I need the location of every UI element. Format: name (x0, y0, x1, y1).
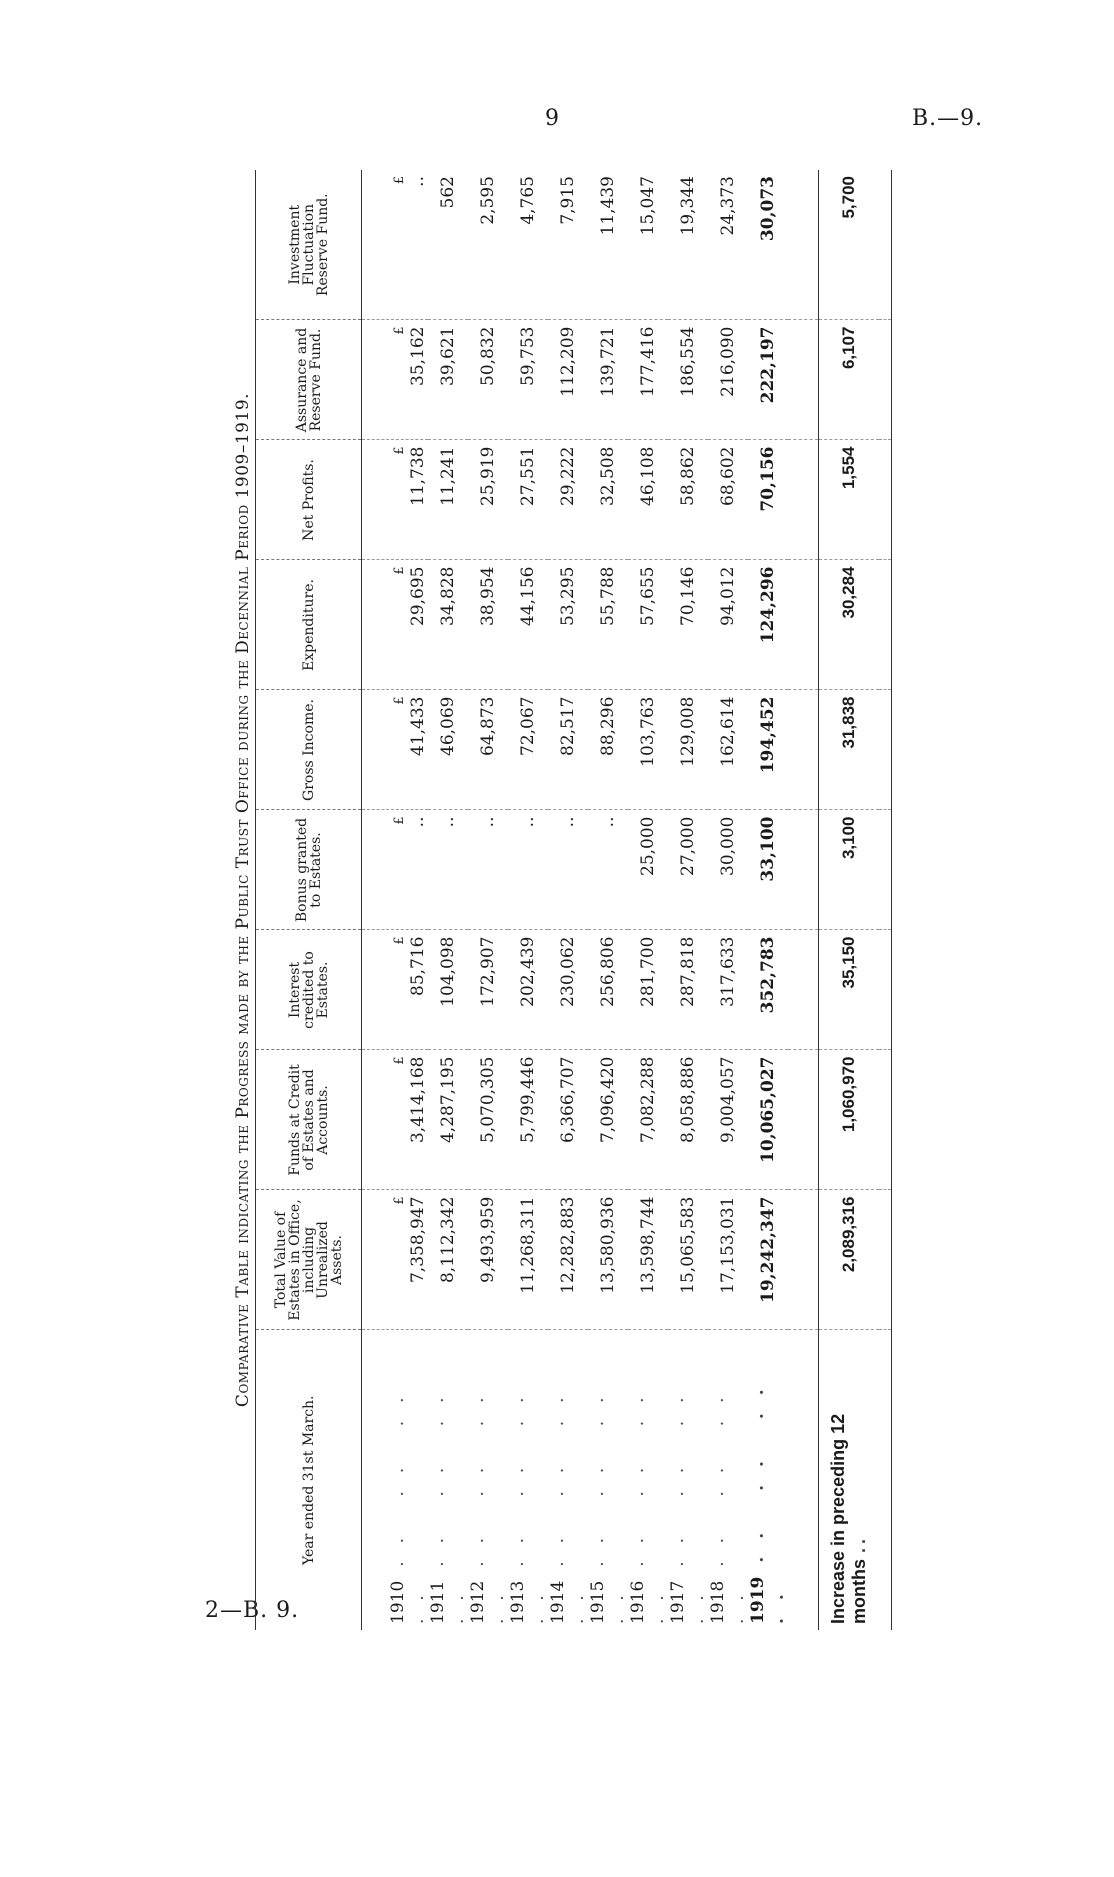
cell-value: 34,828 (438, 566, 458, 626)
cell-net (668, 440, 708, 560)
cell-funds (468, 1050, 508, 1190)
cell-total-value (428, 1190, 468, 1330)
year-value: 1914 (548, 1580, 568, 1624)
year-value: 1916 (628, 1580, 648, 1624)
cell-interest (708, 930, 748, 1050)
cell-bonus (362, 810, 429, 930)
cell-gross (362, 690, 429, 810)
cell-assurance (508, 320, 548, 440)
cell-value: 25,919 (478, 446, 498, 506)
cell-value: 11,241 (438, 446, 458, 506)
cell-expenditure (748, 560, 788, 690)
cell-value: 64,873 (478, 696, 498, 756)
cell-value: .. (598, 816, 618, 828)
table-row (508, 170, 548, 1630)
cell-value: 222,197 (758, 326, 778, 404)
cell-value: 139,721 (598, 326, 618, 397)
header-assurance: Assurance and Reserve Fund. (256, 320, 362, 440)
year-cell (708, 1330, 748, 1630)
cell-value: 25,000 (638, 816, 658, 876)
cell-value: 94,012 (718, 566, 738, 626)
cell-value: 44,156 (518, 566, 538, 626)
increase-total-value: 2,089,316 (819, 1190, 880, 1330)
cell-assurance (428, 320, 468, 440)
cell-total-value (708, 1190, 748, 1330)
table-divider (788, 170, 819, 1630)
cell-value: 7,915 (558, 176, 578, 225)
cell-investment (468, 170, 508, 320)
table-row (668, 170, 708, 1630)
cell-value: 129,008 (678, 696, 698, 767)
header-interest: Interest credited to Estates. (256, 930, 362, 1050)
table-row (748, 170, 788, 1630)
cell-value: 202,439 (518, 936, 538, 1007)
header-gross: Gross Income. (256, 690, 362, 810)
cell-value: 38,954 (478, 566, 498, 626)
cell-value: 68,602 (718, 446, 738, 506)
increase-funds: 1,060,970 (819, 1050, 880, 1190)
cell-interest (628, 930, 668, 1050)
cell-value: 103,763 (638, 696, 658, 767)
table-row (588, 170, 628, 1630)
pound-symbol: £ (392, 936, 407, 945)
cell-gross (548, 690, 588, 810)
cell-expenditure (508, 560, 548, 690)
pound-symbol: £ (392, 326, 407, 335)
cell-value: 2,595 (478, 176, 498, 225)
cell-value: 194,452 (758, 696, 778, 774)
cell-value: .. (518, 816, 538, 828)
cell-total-value (548, 1190, 588, 1330)
cell-value: 8,112,342 (438, 1196, 458, 1284)
pound-symbol: £ (392, 446, 407, 455)
cell-value: 11,268,311 (518, 1196, 538, 1294)
cell-bonus (588, 810, 628, 930)
header-expenditure: Expenditure. (256, 560, 362, 690)
year-value: 1915 (588, 1580, 608, 1624)
increase-expenditure: 30,284 (819, 560, 880, 690)
cell-total-value (628, 1190, 668, 1330)
cell-expenditure (428, 560, 468, 690)
cell-value: 24,373 (718, 176, 738, 236)
cell-value: 3,414,168 (408, 1056, 428, 1144)
cell-value: 85,716 (408, 936, 428, 996)
leader-dots: .. .. .. .. (508, 1379, 548, 1624)
cell-value: .. (478, 816, 498, 828)
cell-value: .. (408, 816, 428, 828)
cell-net (508, 440, 548, 560)
year-value: 1912 (468, 1580, 488, 1624)
cell-value: 5,799,446 (518, 1056, 538, 1144)
cell-value: 46,069 (438, 696, 458, 756)
year-cell (748, 1330, 788, 1630)
year-cell (428, 1330, 468, 1630)
cell-value: 53,295 (558, 566, 578, 626)
cell-value: 4,765 (518, 176, 538, 225)
cell-value: 12,282,883 (558, 1196, 578, 1294)
cell-bonus (668, 810, 708, 930)
table-row (468, 170, 508, 1630)
cell-value: 256,806 (598, 936, 618, 1007)
cell-net (428, 440, 468, 560)
year-value: 1911 (428, 1580, 448, 1624)
cell-value: 6,366,707 (558, 1056, 578, 1144)
cell-value: 70,146 (678, 566, 698, 626)
cell-value: 11,738 (408, 446, 428, 506)
cell-value: 216,090 (718, 326, 738, 397)
cell-gross (468, 690, 508, 810)
pound-symbol: £ (392, 696, 407, 705)
year-cell (628, 1330, 668, 1630)
table-row (548, 170, 588, 1630)
cell-value: 72,067 (518, 696, 538, 756)
cell-value: 104,098 (438, 936, 458, 1007)
header-bonus: Bonus granted to Estates. (256, 810, 362, 930)
year-cell (548, 1330, 588, 1630)
cell-interest (362, 930, 429, 1050)
pound-symbol: £ (392, 176, 407, 185)
cell-interest (548, 930, 588, 1050)
increase-interest: 35,150 (819, 930, 880, 1050)
leader-dots: .. .. .. .. (388, 1379, 428, 1624)
cell-assurance (708, 320, 748, 440)
progress-table (255, 170, 892, 1630)
leader-dots: .. .. .. .. (628, 1379, 668, 1624)
year-value: 1913 (508, 1580, 528, 1624)
cell-value: 162,614 (718, 696, 738, 767)
cell-gross (508, 690, 548, 810)
cell-value: 33,100 (758, 816, 778, 882)
cell-value: 29,695 (408, 566, 428, 626)
year-value: 1919 (748, 1576, 768, 1624)
cell-assurance (668, 320, 708, 440)
cell-funds (428, 1050, 468, 1190)
cell-value: 15,065,583 (678, 1196, 698, 1294)
cell-funds (508, 1050, 548, 1190)
cell-gross (668, 690, 708, 810)
year-cell (588, 1330, 628, 1630)
cell-value: 30,073 (758, 176, 778, 242)
cell-value: 27,000 (678, 816, 698, 876)
cell-value: 13,580,936 (598, 1196, 618, 1294)
cell-investment (428, 170, 468, 320)
cell-net (588, 440, 628, 560)
increase-assurance: 6,107 (819, 320, 880, 440)
pound-symbol: £ (392, 816, 407, 825)
cell-value: .. (408, 176, 428, 187)
cell-expenditure (708, 560, 748, 690)
cell-value: 41,433 (408, 696, 428, 756)
increase-bonus: 3,100 (819, 810, 880, 930)
cell-total-value (468, 1190, 508, 1330)
header-row (256, 170, 362, 1630)
cell-total-value (588, 1190, 628, 1330)
leader-dots: .. .. .. .. (668, 1379, 708, 1624)
cell-bonus (628, 810, 668, 930)
cell-investment (588, 170, 628, 320)
cell-value: 9,493,959 (478, 1196, 498, 1284)
cell-net (748, 440, 788, 560)
cell-funds (588, 1050, 628, 1190)
cell-value: 46,108 (638, 446, 658, 506)
cell-value: 50,832 (478, 326, 498, 386)
cell-value: 39,621 (438, 326, 458, 386)
cell-value: 9,004,057 (718, 1056, 738, 1144)
cell-value: 27,551 (518, 446, 538, 506)
year-cell (668, 1330, 708, 1630)
cell-net (708, 440, 748, 560)
leader-dots: .. .. .. .. (748, 1371, 788, 1624)
cell-value: 177,416 (638, 326, 658, 397)
cell-value: 124,296 (758, 566, 778, 644)
header-investment: Investment Fluctuation Reserve Fund. (256, 170, 362, 320)
cell-value: 8,058,886 (678, 1056, 698, 1144)
cell-investment (748, 170, 788, 320)
cell-net (628, 440, 668, 560)
table-row (628, 170, 668, 1630)
cell-net (548, 440, 588, 560)
cell-value: 5,070,305 (478, 1056, 498, 1144)
table-title: Comparative Table indicating the Progress made by the Public Trust Office during the Decennial Period 1909–1919. (233, 392, 253, 1408)
cell-net (362, 440, 429, 560)
year-cell (468, 1330, 508, 1630)
cell-value: 352,783 (758, 936, 778, 1014)
increase-gross: 31,838 (819, 690, 880, 810)
cell-bonus (708, 810, 748, 930)
cell-value: 287,818 (678, 936, 698, 1007)
increase-net: 1,554 (819, 440, 880, 560)
cell-value: 58,862 (678, 446, 698, 506)
cell-value: .. (438, 816, 458, 828)
table-row (362, 170, 429, 1630)
cell-value: 7,096,420 (598, 1056, 618, 1144)
cell-value: 281,700 (638, 936, 658, 1007)
cell-investment (668, 170, 708, 320)
cell-value: 19,344 (678, 176, 698, 236)
cell-bonus (548, 810, 588, 930)
cell-value: 35,162 (408, 326, 428, 386)
cell-assurance (468, 320, 508, 440)
cell-investment (362, 170, 429, 320)
cell-interest (428, 930, 468, 1050)
increase-row (819, 170, 880, 1630)
cell-funds (748, 1050, 788, 1190)
year-value: 1910 (388, 1580, 408, 1624)
cell-value: 7,082,288 (638, 1056, 658, 1144)
cell-value: 112,209 (558, 326, 578, 397)
leader-dots: .. .. .. .. (708, 1379, 748, 1624)
increase-label: Increase in preceding 12 months (828, 1413, 869, 1624)
cell-gross (748, 690, 788, 810)
cell-funds (668, 1050, 708, 1190)
cell-value: 172,907 (478, 936, 498, 1007)
cell-gross (628, 690, 668, 810)
cell-funds (548, 1050, 588, 1190)
cell-value: 186,554 (678, 326, 698, 397)
cell-value: 59,753 (518, 326, 538, 386)
cell-value: 562 (438, 176, 458, 209)
cell-expenditure (668, 560, 708, 690)
cell-value: 19,242,347 (758, 1196, 778, 1303)
cell-value: 230,062 (558, 936, 578, 1007)
table-row (428, 170, 468, 1630)
table-bottom-rule (879, 170, 892, 1630)
cell-value: 317,633 (718, 936, 738, 1007)
cell-interest (508, 930, 548, 1050)
cell-value: 29,222 (558, 446, 578, 506)
page-reference: B.—9. (912, 106, 984, 131)
cell-value: 57,655 (638, 566, 658, 626)
leader-dots: .. (849, 1534, 869, 1553)
cell-total-value (748, 1190, 788, 1330)
cell-assurance (748, 320, 788, 440)
cell-value: 17,153,031 (718, 1196, 738, 1294)
signature-mark: 2—B. 9. (205, 1598, 300, 1623)
leader-dots: .. .. .. .. (588, 1379, 628, 1624)
cell-net (468, 440, 508, 560)
cell-expenditure (548, 560, 588, 690)
cell-value: 10,065,027 (758, 1056, 778, 1163)
cell-total-value (508, 1190, 548, 1330)
cell-interest (468, 930, 508, 1050)
leader-dots: .. .. .. .. (428, 1379, 468, 1624)
cell-investment (548, 170, 588, 320)
header-net: Net Profits. (256, 440, 362, 560)
cell-assurance (588, 320, 628, 440)
header-year: Year ended 31st March. (256, 1330, 362, 1630)
cell-bonus (748, 810, 788, 930)
cell-value: 11,439 (598, 176, 618, 236)
header-funds: Funds at Credit of Estates and Accounts. (256, 1050, 362, 1190)
cell-bonus (468, 810, 508, 930)
cell-assurance (362, 320, 429, 440)
cell-assurance (628, 320, 668, 440)
rotated-table-block (185, 170, 885, 1630)
pound-symbol: £ (392, 1056, 407, 1065)
cell-interest (588, 930, 628, 1050)
pound-symbol: £ (392, 566, 407, 575)
header-total-value: Total Value of Estates in Office, including Unrealized Assets. (256, 1190, 362, 1330)
cell-gross (588, 690, 628, 810)
cell-value: 15,047 (638, 176, 658, 236)
cell-value: 32,508 (598, 446, 618, 506)
page-number: 9 (545, 106, 559, 131)
table-row (708, 170, 748, 1630)
cell-value: 4,287,195 (438, 1056, 458, 1144)
increase-label-cell (819, 1330, 880, 1630)
cell-value: 88,296 (598, 696, 618, 756)
cell-value: 7,358,947 (408, 1196, 428, 1284)
cell-bonus (428, 810, 468, 930)
year-cell (362, 1330, 429, 1630)
year-value: 1918 (708, 1580, 728, 1624)
cell-value: 30,000 (718, 816, 738, 876)
cell-total-value (362, 1190, 429, 1330)
cell-value: 82,517 (558, 696, 578, 756)
cell-total-value (668, 1190, 708, 1330)
cell-investment (708, 170, 748, 320)
cell-gross (708, 690, 748, 810)
cell-value: 13,598,744 (638, 1196, 658, 1294)
leader-dots: .. .. .. .. (548, 1379, 588, 1624)
leader-dots: .. .. .. .. (468, 1379, 508, 1624)
cell-bonus (508, 810, 548, 930)
cell-investment (628, 170, 668, 320)
cell-investment (508, 170, 548, 320)
cell-value: 70,156 (758, 446, 778, 512)
cell-value: 55,788 (598, 566, 618, 626)
cell-expenditure (628, 560, 668, 690)
cell-gross (428, 690, 468, 810)
cell-expenditure (468, 560, 508, 690)
cell-funds (362, 1050, 429, 1190)
cell-funds (708, 1050, 748, 1190)
cell-assurance (548, 320, 588, 440)
cell-funds (628, 1050, 668, 1190)
pound-symbol: £ (392, 1196, 407, 1205)
cell-expenditure (588, 560, 628, 690)
cell-value: .. (558, 816, 578, 828)
cell-interest (748, 930, 788, 1050)
cell-interest (668, 930, 708, 1050)
cell-expenditure (362, 560, 429, 690)
year-cell (508, 1330, 548, 1630)
increase-investment: 5,700 (819, 170, 880, 320)
year-value: 1917 (668, 1580, 688, 1624)
